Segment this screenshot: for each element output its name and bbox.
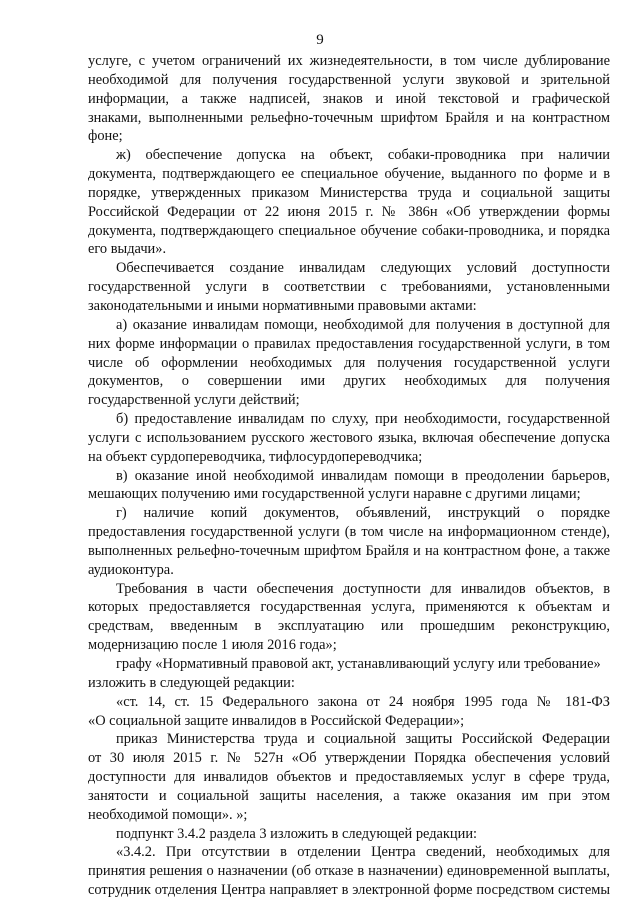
text-line: Российской Федерации от 22 июня 2015 г. № 386н «Об утверждении формы — [88, 203, 610, 220]
text-line: средствам, введенным в эксплуатацию или прошедшим реконструкцию, — [88, 618, 610, 635]
text-line: необходимой для получения государственной услуги звуковой и зрительной — [88, 71, 610, 88]
text-line: документов, о совершении ими других необходимых для получения — [88, 373, 610, 390]
text-line: выполненных рельефно-точечным шрифтом Брайля и на контрастном фоне, а также — [88, 542, 610, 559]
text-line: услуги с использованием русского жестового языка, включая обеспечение допуска — [88, 429, 610, 446]
text-line: порядке, утвержденных приказом Министерства труда и социальной защиты — [88, 184, 610, 201]
document-body — [88, 52, 610, 900]
text-line: Требования в части обеспечения доступности для инвалидов объектов, в — [116, 580, 610, 597]
text-line: а) оказание инвалидам помощи, необходимой для получения в доступной для — [116, 316, 610, 333]
text-line: доступности для инвалидов объектов и предоставляемых услуг в сфере труда, — [88, 769, 610, 786]
text-line: ж) обеспечение допуска на объект, собаки-проводника при наличии — [116, 147, 610, 164]
text-line: его выдачи». — [88, 241, 167, 258]
text-line: предоставления государственной услуги (в том числе на информационном стенде), — [88, 524, 610, 541]
text-line: мешающих получению ими государственной услуги наравне с другими лицами; — [88, 486, 581, 503]
text-line: в) оказание иной необходимой инвалидам помощи в преодолении барьеров, — [116, 467, 610, 484]
text-line: необходимой помощи». »; — [88, 806, 248, 823]
text-line: знаками, выполненными рельефно-точечным шрифтом Брайля и на контрастном — [88, 109, 610, 126]
text-line: б) предоставление инвалидам по слуху, при необходимости, государственной — [116, 411, 610, 428]
text-line: аудиоконтура. — [88, 561, 174, 578]
text-line: государственной услуги действий; — [88, 392, 300, 409]
text-line: на объект сурдопереводчика, тифлосурдопереводчика; — [88, 448, 423, 465]
text-line: которых предоставляется государственная услуга, применяются к объектам и — [88, 599, 610, 616]
text-line: числе об оформлении необходимых для получения государственной услуги — [88, 354, 610, 371]
text-line: «3.4.2. При отсутствии в отделении Центра сведений, необходимых для — [116, 844, 610, 861]
text-line: графу «Нормативный правовой акт, устанавливающий услугу или требование» — [116, 656, 601, 672]
text-line: фоне; — [88, 128, 123, 145]
text-line: информации, а также надписей, знаков и иной текстовой и графической — [88, 90, 610, 107]
text-line: документа, подтверждающего специальное обучение собаки-проводника, и порядка — [88, 222, 610, 239]
text-line: принятия решения о назначении (об отказе в назначении) единовременной выплаты, — [88, 863, 610, 880]
text-line: Обеспечивается создание инвалидам следующих условий доступности — [116, 260, 610, 277]
text-line: подпункт 3.4.2 раздела 3 изложить в следующей редакции: — [116, 825, 478, 842]
text-line: приказ Министерства труда и социальной защиты Российской Федерации — [116, 731, 610, 748]
text-line: от 30 июля 2015 г. № 527н «Об утверждении Порядка обеспечения условий — [88, 750, 610, 767]
text-line: них форме информации о правилах предоставления государственной услуги, в том — [88, 335, 610, 352]
text-line: модернизацию после 1 июля 2016 года»; — [88, 637, 337, 654]
text-line: «ст. 14, ст. 15 Федерального закона от 24 ноября 1995 года № 181-ФЗ — [116, 693, 610, 710]
text-line: законодательными и иными нормативными правовыми актами: — [88, 297, 477, 314]
page-number: 9 — [316, 32, 324, 48]
text-line: государственной услуги в соответствии с требованиями, установленными — [88, 279, 610, 296]
text-line: услуге, с учетом ограничений их жизнедеятельности, в том числе дублирование — [88, 53, 610, 69]
text-line: сотрудник отделения Центра направляет в электронной форме посредством системы — [88, 882, 610, 899]
text-line: документа, подтверждающего ее специальное обучение, выданного по форме и в — [88, 166, 610, 183]
text-line: г) наличие копий документов, объявлений, инструкций о порядке — [116, 505, 610, 522]
text-line: занятости и социальной защиты населения, а также оказания им при этом — [88, 787, 610, 804]
text-line: «О социальной защите инвалидов в Российской Федерации»; — [88, 712, 465, 729]
text-line: изложить в следующей редакции: — [88, 674, 295, 691]
